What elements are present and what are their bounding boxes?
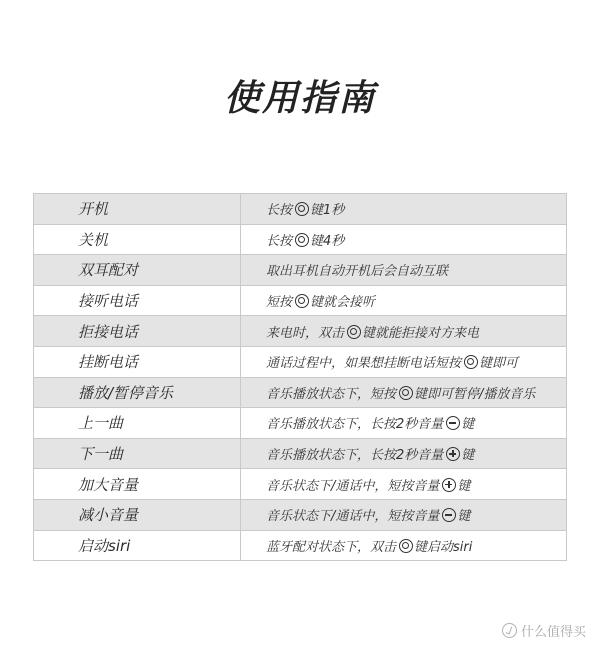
page-title: 使用指南 [223,78,376,119]
operation-text: 长按 [266,203,293,219]
operation-text: 音乐状态下/通话中，短按音量 [266,509,440,525]
power-icon [399,386,413,400]
operation-text-suffix: 键就会接听 [310,295,376,311]
operation-text: 取出耳机自动开机后会自动互联 [266,264,449,280]
minus-icon [446,416,460,430]
operation-text: 蓝牙配对状态下，双击 [266,539,397,555]
operation-text-suffix: 键1秒 [310,203,345,219]
operation-text: 音乐播放状态下，短按 [266,386,397,402]
table-row [34,346,567,377]
operation-text-suffix: 键 [457,509,471,525]
power-icon [347,325,361,339]
operation-text-suffix: 键启动siri [414,539,473,555]
operation-text-suffix: 键就能拒接对方来电 [362,325,480,341]
power-icon [399,539,413,553]
operation-cell [241,408,567,439]
watermark [502,621,586,640]
operation-text: 通话过程中，如果想挂断电话短按 [266,356,462,372]
function-cell: 开机 [34,194,241,225]
table-row [34,194,567,225]
operation-cell [241,377,567,408]
operation-text: 长按 [266,233,293,249]
function-cell: 关机 [34,224,241,255]
guide-table [33,193,567,561]
operation-cell [241,469,567,500]
function-cell: 双耳配对 [34,255,241,286]
table-row [34,377,567,408]
operation-text: 来电时，双击 [266,325,345,341]
plus-icon [446,447,460,461]
operation-text: 音乐播放状态下，长按2秒音量 [266,417,444,433]
table-row [34,530,567,561]
minus-icon [442,508,456,522]
smzdm-logo-icon [502,623,517,638]
operation-cell [241,224,567,255]
operation-text: 音乐状态下/通话中，短按音量 [266,478,440,494]
operation-cell [241,530,567,561]
operation-cell [241,194,567,225]
function-cell: 拒接电话 [34,316,241,347]
operation-cell [241,438,567,469]
operation-cell [241,255,567,286]
operation-text-suffix: 键 [461,417,475,433]
power-icon [295,294,309,308]
operation-cell [241,285,567,316]
operation-text-suffix: 键4秒 [310,233,345,249]
power-icon [464,355,478,369]
function-cell: 播放/暂停音乐 [34,377,241,408]
function-cell: 启动siri [34,530,241,561]
table-row [34,408,567,439]
power-icon [295,202,309,216]
function-cell: 减小音量 [34,499,241,530]
table-row [34,285,567,316]
function-cell: 接听电话 [34,285,241,316]
operation-cell [241,499,567,530]
operation-text: 短按 [266,295,293,311]
table-row [34,469,567,500]
operation-text-suffix: 键即可暂停/播放音乐 [414,386,536,402]
operation-text-suffix: 键 [457,478,471,494]
function-cell: 加大音量 [34,469,241,500]
operation-cell [241,346,567,377]
table-row [34,224,567,255]
table-row [34,255,567,286]
table-row [34,438,567,469]
table-row [34,499,567,530]
function-cell: 下一曲 [34,438,241,469]
function-cell: 上一曲 [34,408,241,439]
operation-text-suffix: 键 [461,448,475,464]
operation-text-suffix: 键即可 [479,356,519,372]
operation-cell [241,316,567,347]
operation-text: 音乐播放状态下，长按2秒音量 [266,448,444,464]
power-icon [295,233,309,247]
watermark-text: 什么值得买 [520,625,586,640]
plus-icon [442,478,456,492]
table-row [34,316,567,347]
function-cell: 挂断电话 [34,346,241,377]
